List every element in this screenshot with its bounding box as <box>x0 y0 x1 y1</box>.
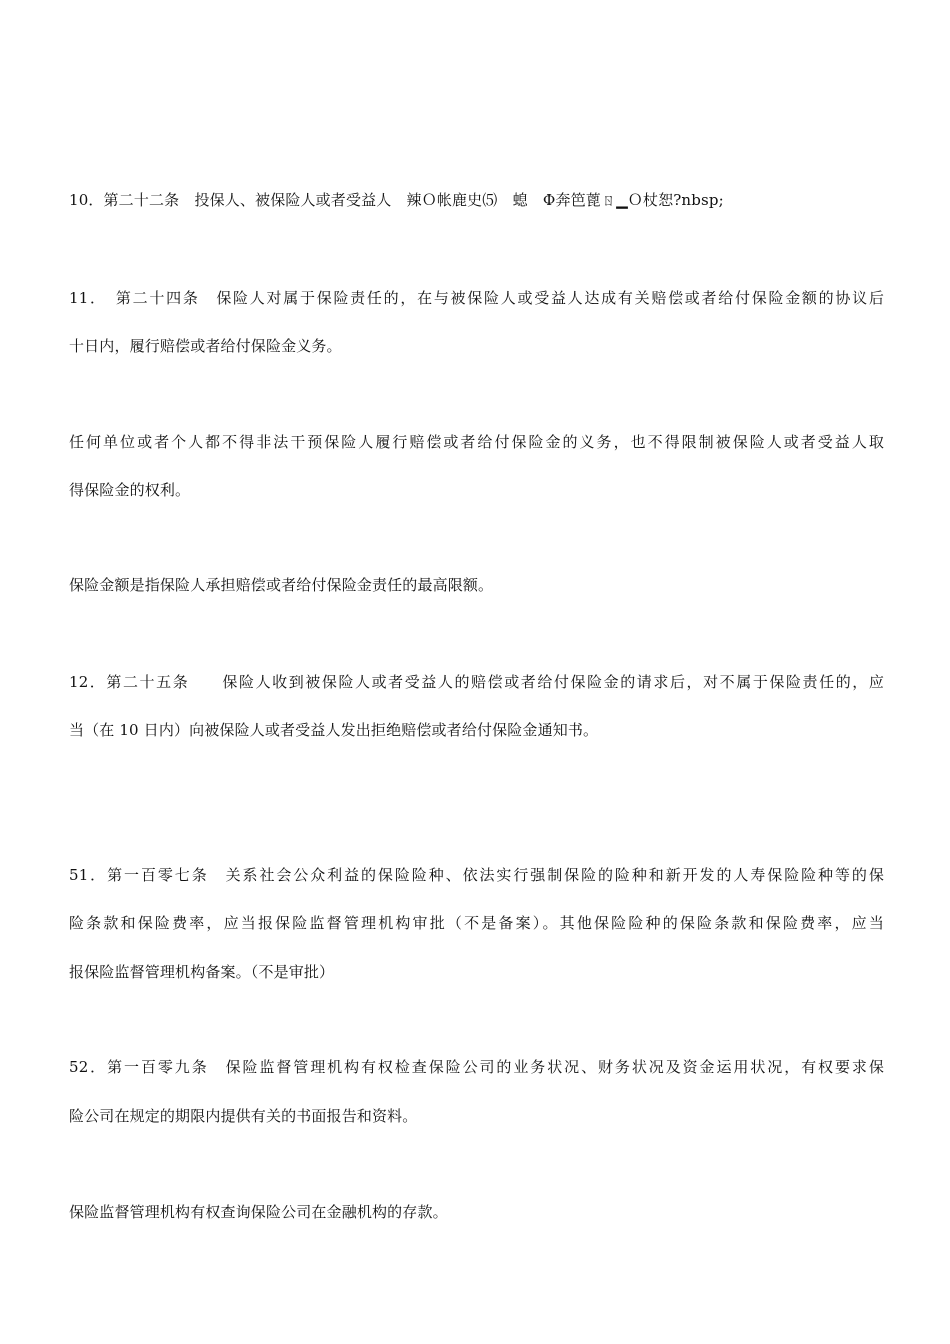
clause-52-line-2: 险公司在规定的期限内提供有关的书面报告和资料。 <box>69 1107 418 1125</box>
clause-11-line-2: 十日内，履行赔偿或者给付保险金义务。 <box>69 337 342 355</box>
clause-12-line-2: 当（在 10 日内）向被保险人或者受益人发出拒绝赔偿或者给付保险金通知书。 <box>69 721 599 739</box>
paragraph-interference-line-2: 得保险金的权利。 <box>69 481 191 499</box>
clause-51-line-3: 报保险监督管理机构备案。（不是审批） <box>69 963 335 981</box>
clause-11-line-1: 11． 第二十四条 保险人对属于保险责任的，在与被保险人或受益人达成有关赔偿或者给付保险金额的协议后 <box>69 289 884 307</box>
clause-10-line-1: 10．第二十二条 投保人、被保险人或者受益人 辣Ｏ帐鹿史⑸ 螅 Ф奔笆蓖ㄖ▁Ｏ杖恕?nbsp; <box>69 191 724 209</box>
clause-51-line-1: 51．第一百零七条 关系社会公众利益的保险险种、依法实行强制保险的险种和新开发的人寿保险险种等的保 <box>69 866 884 884</box>
paragraph-interference-line-1: 任何单位或者个人都不得非法干预保险人履行赔偿或者给付保险金的义务，也不得限制被保险人或者受益人取 <box>69 433 884 451</box>
clause-52-line-1: 52．第一百零九条 保险监督管理机构有权检查保险公司的业务状况、财务状况及资金运用状况，有权要求保 <box>69 1058 884 1076</box>
clause-12-line-1: 12．第二十五条 保险人收到被保险人或者受益人的赔偿或者给付保险金的请求后，对不属于保险责任的，应 <box>69 673 884 691</box>
paragraph-deposit-inquiry: 保险监督管理机构有权查询保险公司在金融机构的存款。 <box>69 1203 448 1221</box>
paragraph-insured-amount: 保险金额是指保险人承担赔偿或者给付保险金责任的最高限额。 <box>69 576 494 594</box>
clause-51-line-2: 险条款和保险费率，应当报保险监督管理机构审批（不是备案）。其他保险险种的保险条款和保险费率，应当 <box>69 914 884 932</box>
